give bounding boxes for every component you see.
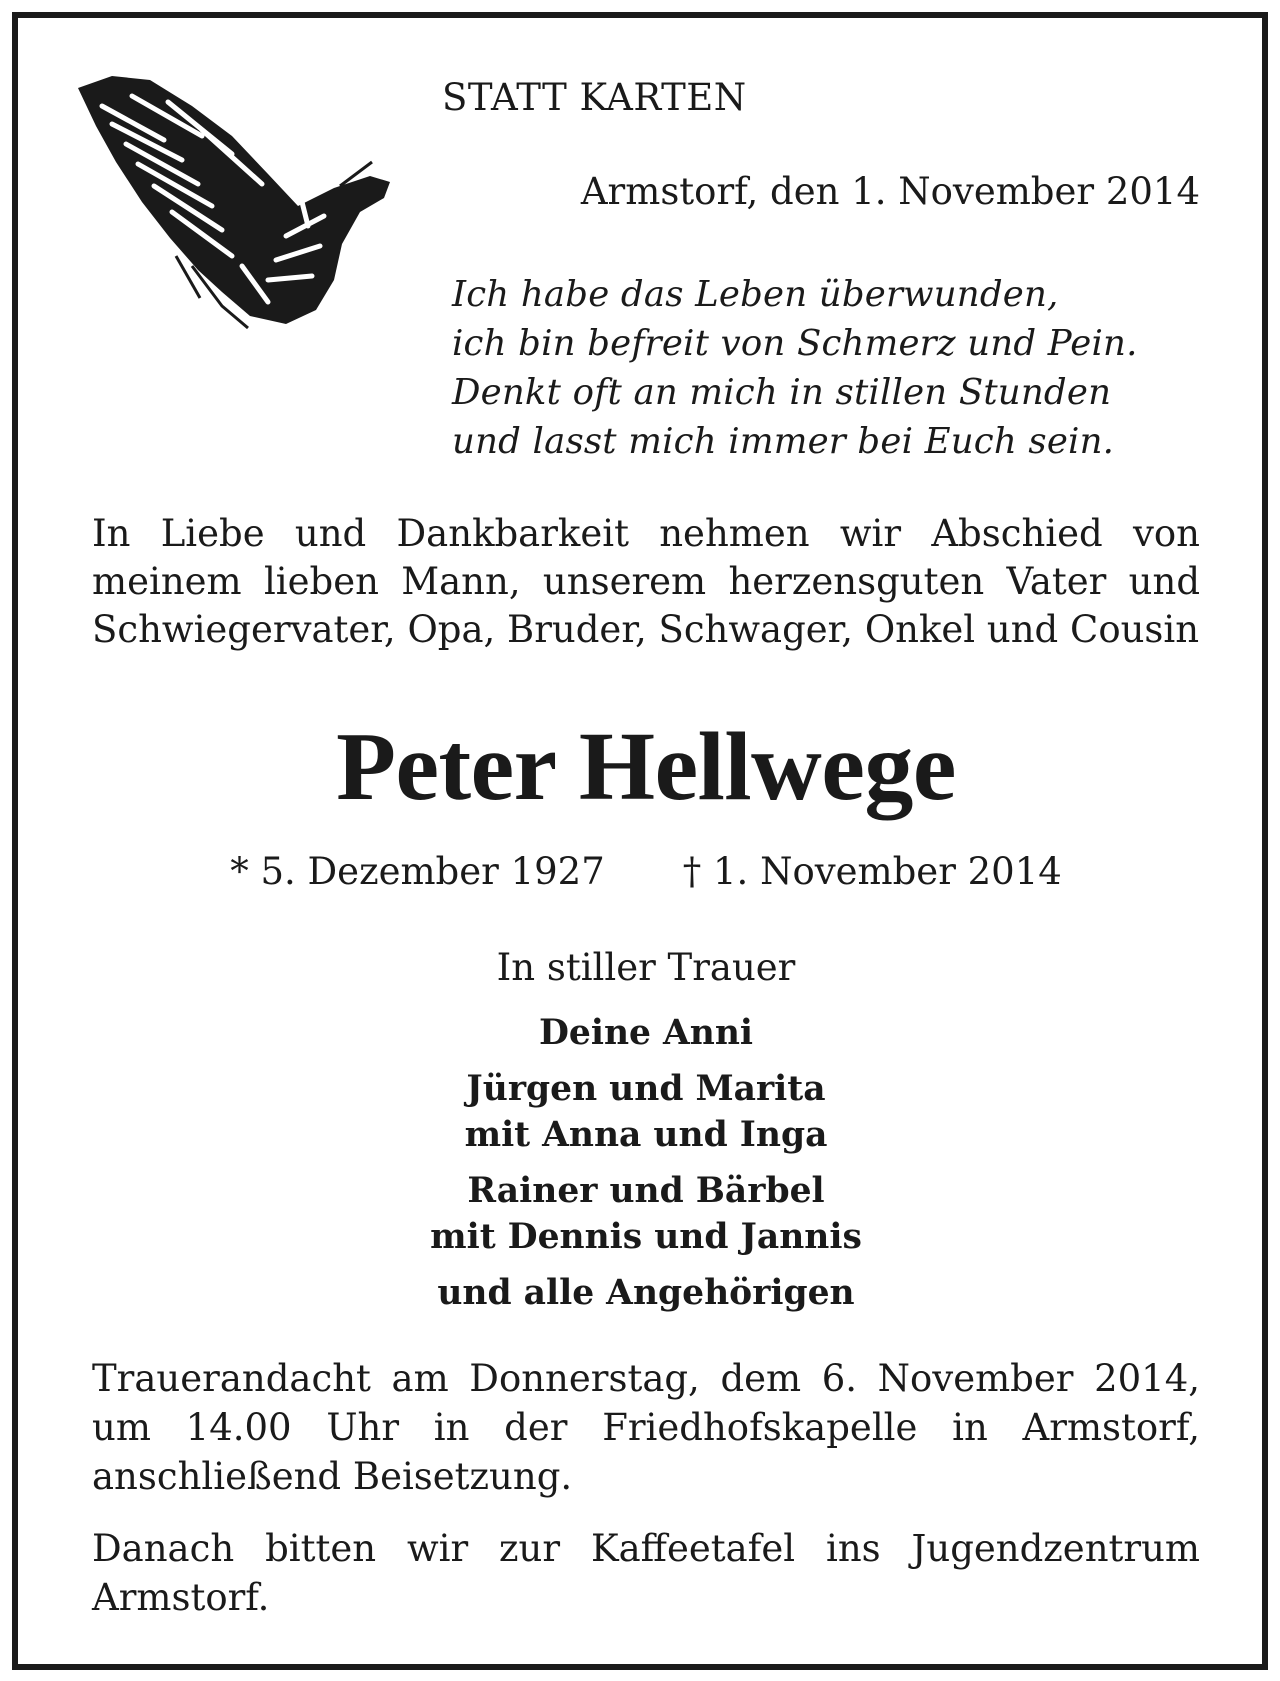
praying-hands-icon xyxy=(72,66,432,342)
coffee-paragraph: Danach bitten wir zur Kaffeetafel ins Jugendzentrum Armstorf. xyxy=(92,1527,1200,1619)
obituary-notice xyxy=(12,12,1268,1670)
mourner-group xyxy=(92,1010,1200,1056)
mourner-line: mit Dennis und Jannis xyxy=(430,1217,862,1257)
mourner-line: Rainer und Bärbel xyxy=(467,1171,825,1211)
poem xyxy=(452,270,1210,466)
notice-content xyxy=(92,18,1200,1664)
lifespan xyxy=(92,850,1200,894)
statt-karten-heading: STATT KARTEN xyxy=(442,76,747,119)
poem-line: Denkt oft an mich in stillen Stunden xyxy=(452,372,1112,413)
place-date: Armstorf, den 1. November 2014 xyxy=(580,170,1200,213)
mourner-group xyxy=(92,1270,1200,1316)
mourner-group xyxy=(92,1066,1200,1158)
deceased-name: Peter Hellwege xyxy=(336,713,956,821)
mourner-line: Deine Anni xyxy=(538,1013,754,1053)
mourner-line: und alle Angehörigen xyxy=(437,1273,855,1313)
service-paragraph: Trauerandacht am Donnerstag, dem 6. November 2014, um 14.00 Uhr in der Friedhofskapelle in Armstorf, anschließend Beisetzung. xyxy=(92,1357,1200,1498)
birth-date: * 5. Dezember 1927 xyxy=(230,850,605,893)
mourner-line: mit Anna und Inga xyxy=(464,1115,828,1155)
mourner-line: Jürgen und Marita xyxy=(466,1069,826,1109)
mourning-label: In stiller Trauer xyxy=(496,946,796,989)
mourner-group xyxy=(92,1168,1200,1260)
poem-line: ich bin befreit von Schmerz und Pein. xyxy=(452,323,1138,364)
poem-line: und lasst mich immer bei Euch sein. xyxy=(452,421,1115,462)
death-date: † 1. November 2014 xyxy=(682,850,1062,893)
poem-line: Ich habe das Leben überwunden, xyxy=(452,274,1059,315)
intro-paragraph: In Liebe und Dankbarkeit nehmen wir Abschied von meinem lieben Mann, unserem herzensguten Vater und Schwiegervater, Opa, Bruder, Schwager, Onkel und Cousin xyxy=(92,512,1200,651)
mourners-list xyxy=(92,1010,1200,1326)
